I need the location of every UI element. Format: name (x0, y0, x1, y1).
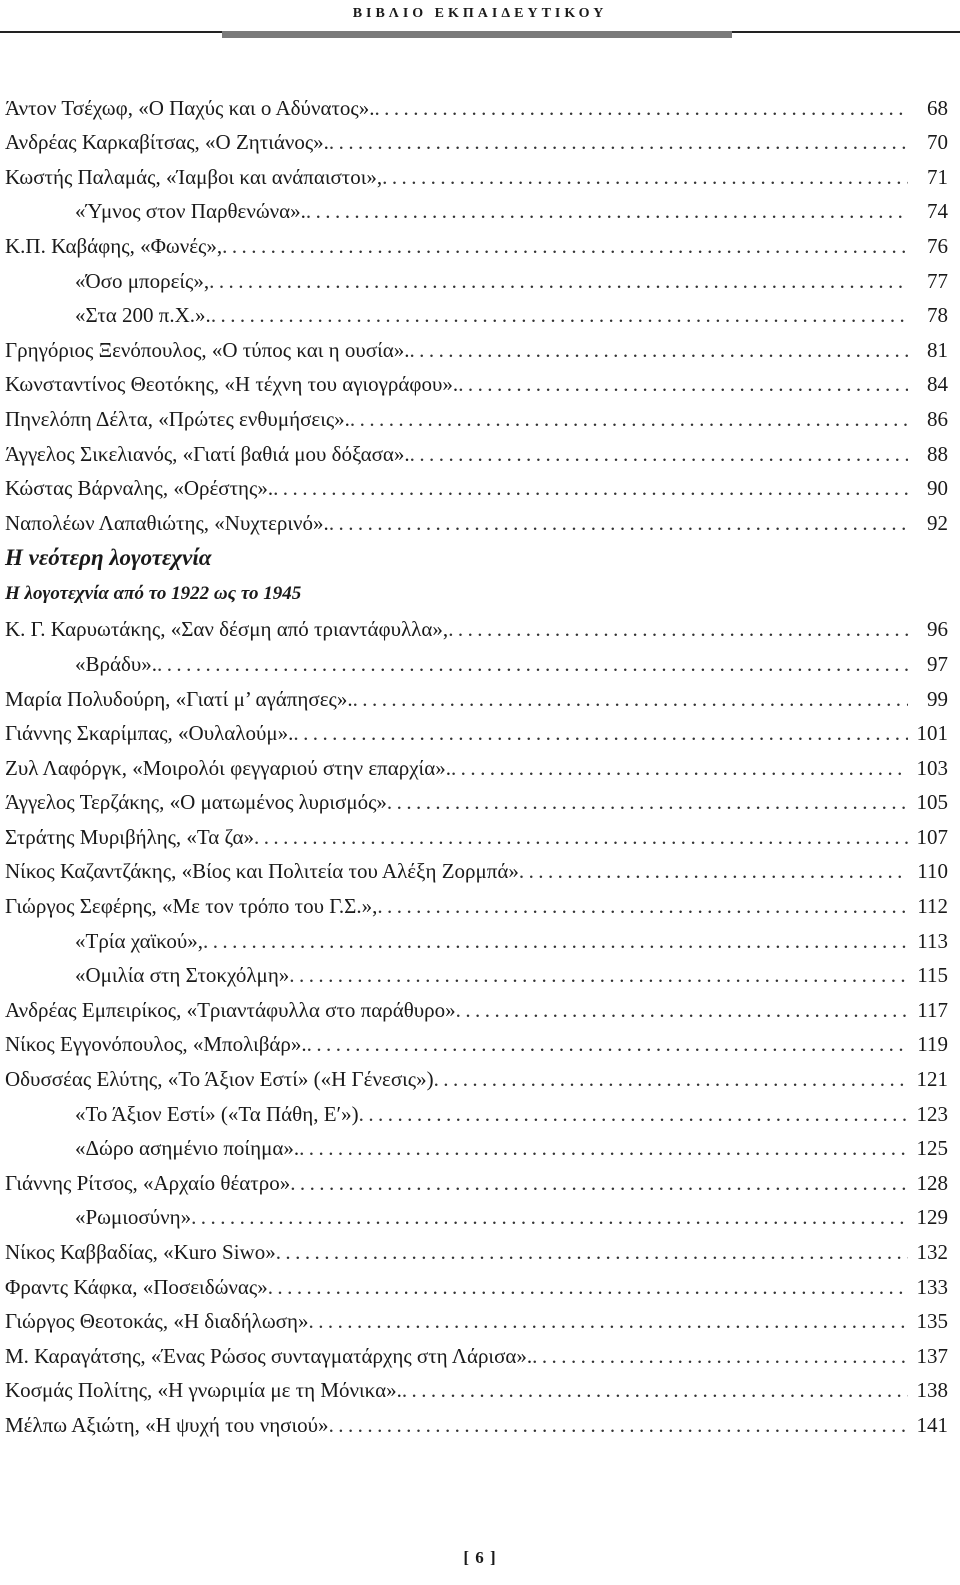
toc-entry-title: Νίκος Καββαδίας, «Kuro Siwo» (5, 1240, 276, 1264)
toc-entry-title: «Ομιλία στη Στοκχόλμη» (75, 963, 290, 988)
toc-entry-title: Άγγελος Σικελιανός, «Γιατί βαθιά μου δόξασα». (5, 441, 410, 466)
toc-entry-page: 135 (916, 1309, 948, 1334)
toc-entry (5, 780, 948, 815)
toc-entry-page: 133 (916, 1274, 948, 1299)
toc-entry-title: «Στα 200 π.Χ.». (75, 303, 211, 328)
toc-entry-title: Γιώργος Σεφέρης, «Με τον τρόπο του Γ.Σ.», (5, 894, 378, 919)
toc-entry-page: 74 (927, 199, 948, 224)
toc-entry-page: 113 (917, 928, 948, 953)
dot-leader (254, 825, 908, 849)
toc-entry-title: Κωστής Παλαμάς, «Ίαμβοι και ανάπαιστοι», (5, 164, 383, 189)
dot-leader (211, 303, 908, 327)
dot-leader (157, 652, 908, 676)
toc-entry-title: Ανδρέας Εμπειρίκος, «Τριαντάφυλλα στο παράθυρο» (5, 997, 456, 1022)
page-number-footer: [ 6 ] (463, 1548, 497, 1567)
toc-entry (5, 120, 948, 155)
toc-entry-page: 86 (927, 406, 948, 431)
toc-entry (5, 500, 948, 535)
dot-leader (329, 1413, 908, 1437)
toc-entry-title: Μαρία Πολυδούρη, «Γιατί μ’ αγάπησες». (5, 686, 353, 711)
dot-leader (299, 1136, 908, 1160)
toc-entry-title: Οδυσσέας Ελύτης, «Το Άξιον Εστί» («Η Γένεσις») (5, 1067, 434, 1092)
toc-entry-page: 88 (927, 441, 948, 466)
toc-entry (5, 396, 948, 431)
toc-entry (5, 676, 948, 711)
dot-leader (402, 1378, 908, 1402)
toc-entry-page: 103 (916, 755, 948, 780)
dot-leader (329, 130, 908, 154)
toc-entry (5, 987, 948, 1022)
toc-entry (5, 1056, 948, 1091)
section-subtitle: Η λογοτεχνία από το 1922 ως το 1945 (5, 582, 302, 604)
toc-entry-page: 117 (917, 997, 948, 1022)
toc-entry-title: «Ύμνος στον Παρθενώνα». (75, 199, 306, 224)
toc-entry-page: 119 (917, 1032, 948, 1057)
toc-entry-page: 112 (917, 894, 948, 919)
toc-entry (5, 223, 948, 258)
toc-entry (5, 1091, 948, 1126)
table-of-contents (5, 85, 948, 1437)
toc-entry-page: 84 (927, 372, 948, 397)
toc-entry (5, 85, 948, 120)
toc-entry-title: Κωνσταντίνος Θεοτόκης, «Η τέχνη του αγιογράφου». (5, 372, 459, 397)
dot-leader (329, 511, 908, 535)
toc-entry (5, 362, 948, 397)
toc-entry (5, 1229, 948, 1264)
toc-entry (5, 1126, 948, 1161)
toc-entry-page: 99 (927, 686, 948, 711)
toc-list-part2 (5, 607, 948, 1437)
toc-entry-title: Κώστας Βάρναλης, «Ορέστης». (5, 476, 274, 501)
toc-entry (5, 918, 948, 953)
dot-leader (519, 859, 908, 883)
toc-entry (5, 814, 948, 849)
toc-entry-page: 105 (916, 790, 948, 815)
dot-leader (306, 199, 908, 223)
toc-entry-title: «Βράδυ». (75, 651, 158, 676)
toc-entry-title: Μέλπω Αξιώτη, «Η ψυχή του νησιού» (5, 1412, 329, 1437)
toc-entry (5, 327, 948, 362)
toc-entry-page: 129 (916, 1205, 948, 1230)
dot-leader (276, 1240, 908, 1264)
dot-leader (448, 617, 908, 641)
toc-entry-title: Γιώργος Θεοτοκάς, «Η διαδήλωση» (5, 1309, 309, 1334)
toc-entry-title: Πηνελόπη Δέλτα, «Πρώτες ενθυμήσεις». (5, 406, 350, 431)
dot-leader (222, 234, 908, 258)
dot-leader (191, 1205, 908, 1229)
toc-entry-title: Άγγελος Τερζάκης, «Ο ματωμένος λυρισμός» (5, 790, 387, 815)
toc-entry (5, 883, 948, 918)
toc-entry-page: 115 (917, 963, 948, 988)
dot-leader (293, 721, 908, 745)
header-rule-accent (222, 31, 732, 38)
toc-entry-title: Ζυλ Λαφόργκ, «Μοιρολόι φεγγαριού στην επαρχία». (5, 755, 451, 780)
toc-entry-title: Νίκος Εγγονόπουλος, «Μπολιβάρ». (5, 1032, 307, 1057)
dot-leader (451, 756, 908, 780)
dot-leader (203, 929, 908, 953)
toc-entry-page: 77 (927, 268, 948, 293)
dot-leader (268, 1275, 908, 1299)
toc-entry (5, 1022, 948, 1057)
dot-leader (382, 165, 908, 189)
toc-entry (5, 1402, 948, 1437)
dot-leader (458, 372, 908, 396)
toc-entry (5, 745, 948, 780)
toc-entry-page: 68 (927, 95, 948, 120)
dot-leader (290, 1171, 908, 1195)
toc-entry-page: 81 (927, 337, 948, 362)
toc-entry-page: 70 (927, 130, 948, 155)
dot-leader (309, 1309, 909, 1333)
dot-leader (289, 963, 908, 987)
toc-entry-title: Ναπολέων Λαπαθιώτης, «Νυχτερινό». (5, 510, 329, 535)
toc-entry-page: 96 (927, 617, 948, 642)
toc-entry-title: «Ρωμιοσύνη» (75, 1205, 192, 1230)
dot-leader (209, 269, 908, 293)
toc-entry (5, 1264, 948, 1299)
toc-entry (5, 1195, 948, 1230)
dot-leader (456, 998, 908, 1022)
toc-entry-title: Άντον Τσέχωφ, «Ο Παχύς και ο Αδύνατος». (5, 95, 375, 120)
toc-entry (5, 607, 948, 642)
toc-entry-page: 97 (927, 651, 948, 676)
toc-entry-title: Γιάννης Σκαρίμπας, «Ουλαλούμ». (5, 721, 294, 746)
toc-entry (5, 1299, 948, 1334)
dot-leader (434, 1067, 908, 1091)
toc-entry-page: 78 (927, 303, 948, 328)
toc-entry-page: 141 (916, 1412, 948, 1437)
toc-entry (5, 154, 948, 189)
toc-entry (5, 1160, 948, 1195)
toc-entry (5, 466, 948, 501)
toc-entry-page: 110 (917, 859, 948, 884)
dot-leader (374, 96, 908, 120)
toc-entry-page: 92 (927, 510, 948, 535)
toc-entry-title: Κ.Π. Καβάφης, «Φωνές», (5, 233, 223, 258)
dot-leader (387, 790, 908, 814)
toc-entry-page: 101 (916, 721, 948, 746)
toc-entry (5, 189, 948, 224)
toc-entry-page: 90 (927, 476, 948, 501)
toc-entry-title: Ανδρέας Καρκαβίτσας, «Ο Ζητιάνος». (5, 130, 329, 155)
toc-entry-title: «Όσο μπορείς», (75, 268, 210, 293)
dot-leader (410, 442, 908, 466)
toc-entry (5, 711, 948, 746)
toc-entry-title: Στράτης Μυριβήλης, «Τα ζα» (5, 824, 254, 849)
toc-entry (5, 431, 948, 466)
toc-entry-title: Κοσμάς Πολίτης, «Η γνωριμία με τη Μόνικα». (5, 1378, 402, 1403)
toc-entry (5, 849, 948, 884)
toc-entry (5, 293, 948, 328)
toc-entry-title: «Τρία χαϊκού», (75, 928, 203, 953)
toc-entry-title: «Το Άξιον Εστί» («Τα Πάθη, Ε′») (75, 1101, 359, 1126)
section-title: Η νεότερη λογοτεχνία (5, 544, 212, 570)
toc-list-part1 (5, 85, 948, 535)
toc-entry-page: 132 (916, 1240, 948, 1264)
toc-entry-page: 107 (916, 824, 948, 849)
toc-entry (5, 953, 948, 988)
dot-leader (377, 894, 908, 918)
toc-entry-title: Φραντς Κάφκα, «Ποσειδώνας» (5, 1274, 268, 1299)
toc-entry (5, 1333, 948, 1368)
dot-leader (273, 476, 908, 500)
toc-entry-page: 128 (916, 1170, 948, 1195)
toc-entry-page: 123 (916, 1101, 948, 1126)
dot-leader (409, 338, 908, 362)
dot-leader (532, 1344, 908, 1368)
toc-entry-page: 121 (916, 1067, 948, 1092)
toc-entry-title: Γρηγόριος Ξενόπουλος, «Ο τύπος και η ουσία». (5, 337, 410, 362)
toc-entry-page: 71 (927, 164, 948, 189)
toc-entry-title: «Δώρο ασημένιο ποίημα». (75, 1136, 300, 1161)
toc-entry (5, 1368, 948, 1403)
toc-entry-title: Νίκος Καζαντζάκης, «Βίος και Πολιτεία του Αλέξη Ζορμπά» (5, 859, 519, 884)
toc-entry-title: Γιάννης Ρίτσος, «Αρχαίο θέατρο» (5, 1170, 291, 1195)
toc-entry-page: 138 (916, 1378, 948, 1403)
dot-leader (350, 407, 908, 431)
toc-entry-title: Μ. Καραγάτσης, «Ένας Ρώσος συνταγματάρχης στη Λάρισα». (5, 1343, 533, 1368)
toc-entry-page: 137 (916, 1343, 948, 1368)
toc-entry-page: 125 (916, 1136, 948, 1161)
toc-entry-page: 76 (927, 233, 948, 258)
dot-leader (353, 687, 908, 711)
dot-leader (359, 1102, 908, 1126)
toc-entry (5, 641, 948, 676)
toc-entry (5, 258, 948, 293)
toc-entry-title: Κ. Γ. Καρυωτάκης, «Σαν δέσμη από τριαντάφυλλα», (5, 617, 449, 642)
running-header: ΒΙΒΛΙΟ ΕΚΠΑΙΔΕΥΤΙΚΟΥ (352, 6, 608, 21)
dot-leader (307, 1032, 908, 1056)
